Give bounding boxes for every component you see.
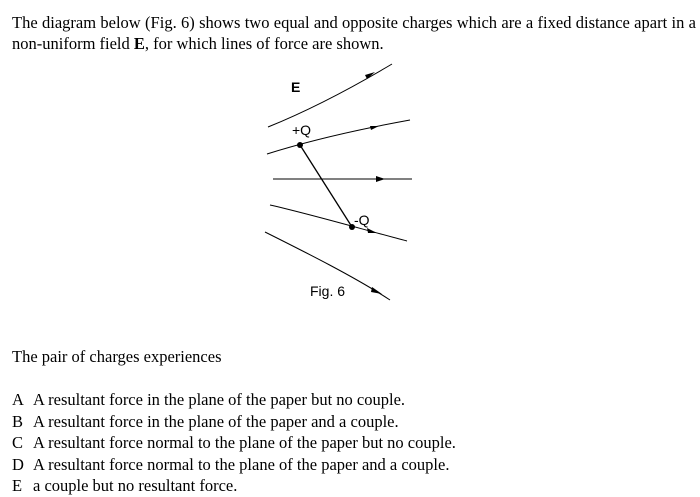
question-stem: The pair of charges experiences [12,347,222,366]
field-line-1-arrow-icon [365,72,375,79]
answer-options [12,389,456,497]
option-a [12,389,456,411]
field-diagram-svg [255,62,420,307]
option-text: A resultant force in the plane of the paper but no couple. [33,390,406,409]
field-diagram [255,62,420,307]
option-letter: D [12,454,24,474]
field-line-4 [270,205,407,241]
positive-charge-label: +Q [292,122,312,138]
field-line-4-arrow-icon [367,228,377,233]
positive-charge-dot [297,142,303,148]
field-label: E [291,79,301,95]
option-text: A resultant force normal to the plane of the paper but no couple. [33,433,456,452]
option-d [12,454,456,476]
option-e [12,475,456,497]
option-text: A resultant force in the plane of the paper and a couple. [33,411,399,431]
field-line-1 [268,64,392,127]
option-text: a couple but no resultant force. [33,476,238,495]
field-symbol: E [133,34,145,53]
field-line-5-arrow-icon [371,287,382,294]
intro-text-end: , for which lines of force are shown. [144,34,384,53]
field-line-2-arrow-icon [370,126,379,130]
option-c [12,432,456,454]
negative-charge-label: -Q [354,212,370,228]
option-letter: A [12,390,24,409]
field-line-3-arrow-icon [376,176,385,182]
option-text: A resultant force normal to the plane of the paper and a couple. [33,454,450,474]
option-letter: C [12,433,24,452]
field-line-2 [267,120,410,154]
option-b [12,411,456,433]
option-letter: E [12,476,23,495]
figure-caption: Fig. 6 [310,283,346,299]
intro-paragraph [12,12,696,54]
intro-text-start: The diagram below (Fig. 6) shows two equal and opposite charges which are a fixed distance apart in a non-uniform field [12,13,696,53]
option-letter: B [12,411,24,431]
